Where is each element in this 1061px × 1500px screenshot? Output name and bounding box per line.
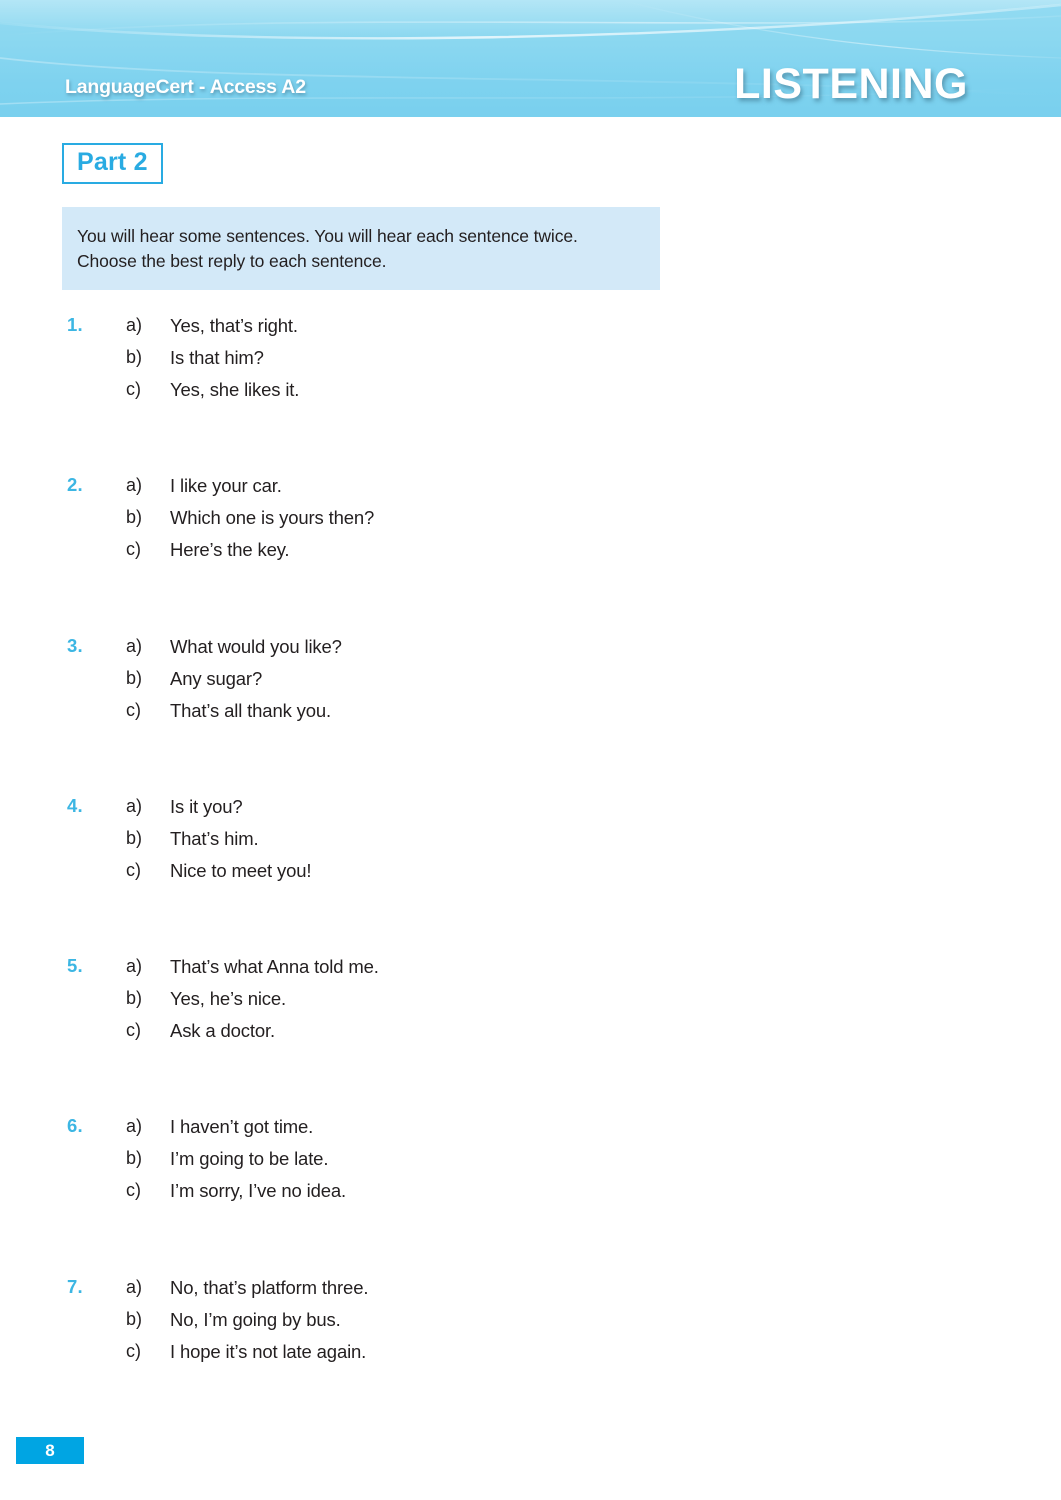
answer-option[interactable]	[0, 1146, 1061, 1178]
page-number-badge	[16, 1437, 84, 1464]
answer-letter: a)	[126, 475, 143, 495]
answer-text: Yes, that’s right.	[170, 315, 298, 336]
answer-text: I like your car.	[170, 475, 282, 496]
answer-letter: c)	[126, 700, 141, 720]
answer-option[interactable]	[0, 377, 1061, 409]
answer-text: Nice to meet you!	[170, 860, 312, 881]
answer-letter: c)	[126, 379, 141, 399]
answer-text: I hope it’s not late again.	[170, 1341, 367, 1362]
answer-text: That’s all thank you.	[170, 700, 332, 721]
paper-section-title: LISTENING	[734, 60, 968, 108]
answer-text: Is that him?	[170, 347, 264, 368]
answer-letter: c)	[126, 539, 141, 559]
answer-letter: a)	[126, 636, 143, 656]
page-number: 8	[45, 1441, 55, 1460]
answer-option[interactable]	[0, 826, 1061, 858]
answer-option[interactable]	[0, 986, 1061, 1018]
answer-letter: a)	[126, 796, 143, 816]
answer-text: Yes, she likes it.	[170, 379, 300, 400]
question-block	[0, 1114, 1061, 1210]
answer-text: No, that’s platform three.	[170, 1277, 369, 1298]
question-block	[0, 794, 1061, 890]
question-number: 2.	[67, 474, 83, 495]
answer-option[interactable]	[0, 345, 1061, 377]
answer-option[interactable]	[0, 505, 1061, 537]
answer-text: Is it you?	[170, 796, 243, 817]
answer-option[interactable]	[0, 1307, 1061, 1339]
page-header	[0, 0, 1061, 117]
answer-text: Ask a doctor.	[170, 1020, 275, 1041]
answer-letter: c)	[126, 860, 141, 880]
answer-option[interactable]	[0, 473, 1061, 505]
answer-text: That’s him.	[170, 828, 259, 849]
exam-title: LanguageCert - Access A2	[65, 76, 306, 98]
question-block	[0, 473, 1061, 569]
question-number: 1.	[67, 314, 83, 335]
question-number: 7.	[67, 1276, 83, 1297]
answer-letter: a)	[126, 956, 143, 976]
answer-text: I’m sorry, I’ve no idea.	[170, 1180, 346, 1201]
instructions-box	[62, 207, 660, 290]
question-number: 4.	[67, 795, 83, 816]
answer-option[interactable]	[0, 666, 1061, 698]
answer-letter: a)	[126, 1116, 143, 1136]
answer-option[interactable]	[0, 1275, 1061, 1307]
answer-letter: c)	[126, 1180, 141, 1200]
answer-text: No, I’m going by bus.	[170, 1309, 341, 1330]
answer-text: Here’s the key.	[170, 539, 290, 560]
question-number: 3.	[67, 635, 83, 656]
answer-text: Which one is yours then?	[170, 507, 375, 528]
answer-option[interactable]	[0, 1114, 1061, 1146]
question-block	[0, 954, 1061, 1050]
answer-letter: b)	[126, 668, 143, 688]
question-number: 5.	[67, 955, 83, 976]
answer-letter: a)	[126, 1277, 143, 1297]
answer-letter: b)	[126, 988, 143, 1008]
answer-option[interactable]	[0, 634, 1061, 666]
instruction-line-1: You will hear some sentences. You will hear each sentence twice.	[77, 226, 578, 246]
part-label: Part 2	[62, 143, 163, 184]
answer-option[interactable]	[0, 954, 1061, 986]
answer-letter: b)	[126, 507, 143, 527]
answer-option[interactable]	[0, 1018, 1061, 1050]
answer-option[interactable]	[0, 537, 1061, 569]
answer-text: Yes, he’s nice.	[170, 988, 287, 1009]
question-block	[0, 313, 1061, 409]
answer-letter: c)	[126, 1341, 141, 1361]
answer-text: I’m going to be late.	[170, 1148, 329, 1169]
answer-text: Any sugar?	[170, 668, 263, 689]
answer-letter: b)	[126, 1309, 143, 1329]
answer-option[interactable]	[0, 794, 1061, 826]
answer-option[interactable]	[0, 313, 1061, 345]
answer-letter: c)	[126, 1020, 141, 1040]
instruction-line-2: Choose the best reply to each sentence.	[77, 251, 387, 271]
answer-text: That’s what Anna told me.	[170, 956, 379, 977]
question-number: 6.	[67, 1115, 83, 1136]
answer-option[interactable]	[0, 698, 1061, 730]
answer-letter: a)	[126, 315, 143, 335]
answer-text: What would you like?	[170, 636, 342, 657]
answer-option[interactable]	[0, 1178, 1061, 1210]
answer-option[interactable]	[0, 858, 1061, 890]
answer-letter: b)	[126, 828, 143, 848]
answer-option[interactable]	[0, 1339, 1061, 1371]
question-block	[0, 634, 1061, 730]
answer-text: I haven’t got time.	[170, 1116, 314, 1137]
answer-letter: b)	[126, 1148, 143, 1168]
answer-letter: b)	[126, 347, 143, 367]
question-block	[0, 1275, 1061, 1371]
